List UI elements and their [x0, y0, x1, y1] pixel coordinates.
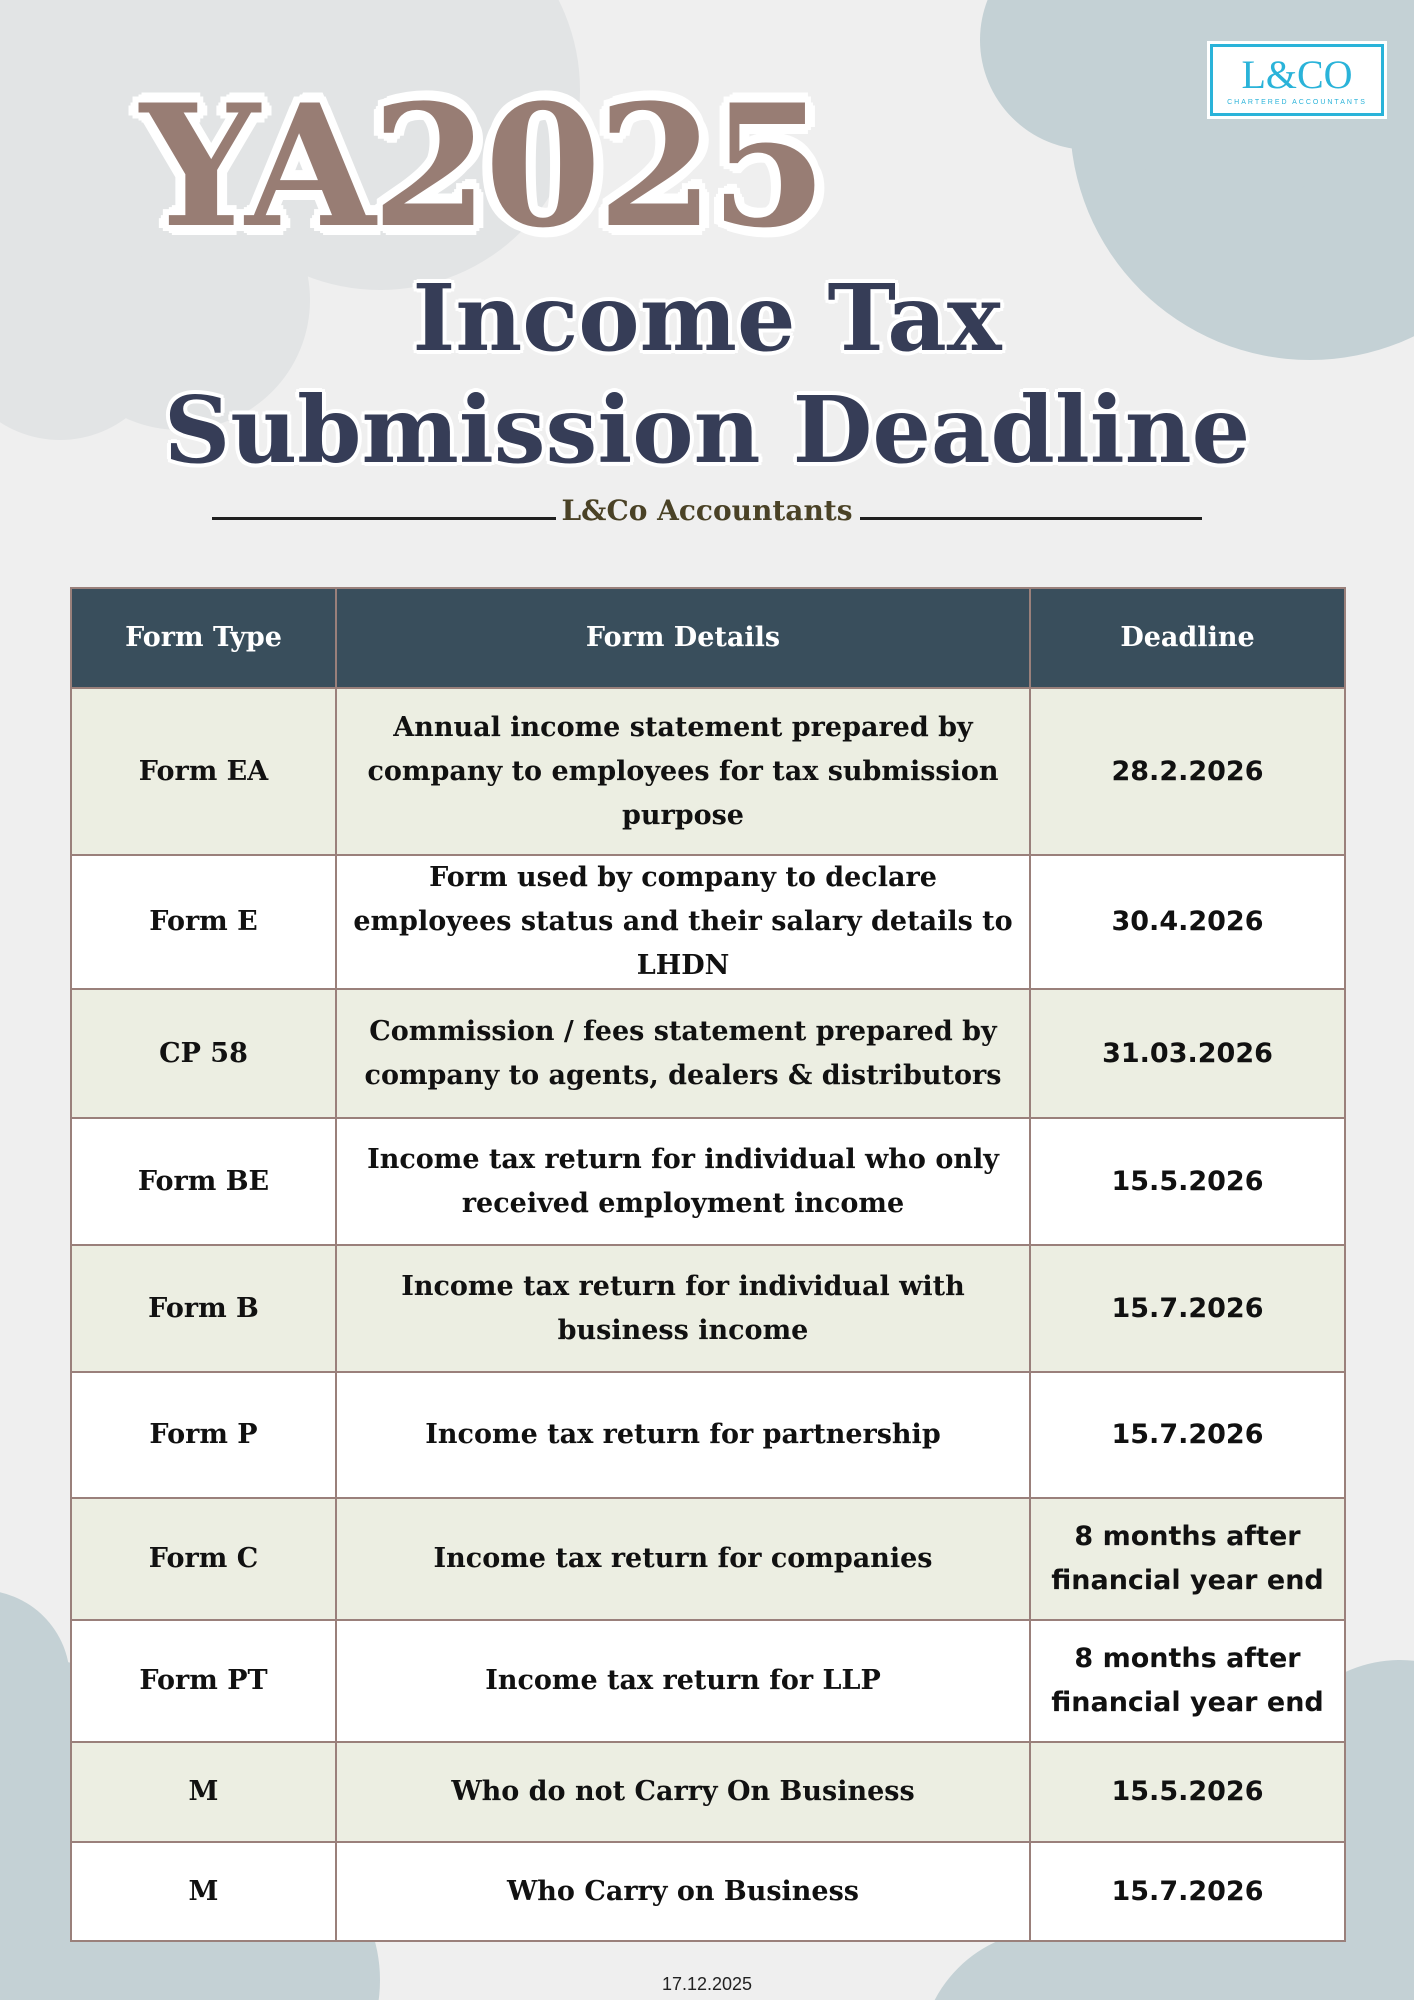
form-details-cell: Income tax return for partnership [336, 1372, 1030, 1498]
form-details-cell: Income tax return for companies [336, 1498, 1030, 1620]
deadline-cell: 8 months after financial year end [1030, 1498, 1345, 1620]
company-logo [1210, 44, 1384, 116]
form-type-cell: CP 58 [71, 989, 336, 1118]
form-details-cell: Form used by company to declare employees status and their salary details to LHDN [336, 855, 1030, 989]
deadline-cell: 15.5.2026 [1030, 1118, 1345, 1245]
column-header-form-details: Form Details [336, 588, 1030, 688]
deadline-table [70, 587, 1346, 1942]
deadline-cell: 28.2.2026 [1030, 688, 1345, 855]
form-type-cell: Form PT [71, 1620, 336, 1742]
form-type-cell: M [71, 1842, 336, 1941]
page-title [0, 262, 1414, 486]
deadline-cell: 15.5.2026 [1030, 1742, 1345, 1842]
form-details-cell: Who do not Carry On Business [336, 1742, 1030, 1842]
year-label: YA2025 [140, 67, 824, 265]
deadline-cell: 15.7.2026 [1030, 1842, 1345, 1941]
form-type-cell: Form E [71, 855, 336, 989]
deadline-cell: 30.4.2026 [1030, 855, 1345, 989]
table-row [71, 1620, 1345, 1742]
table-row [71, 1742, 1345, 1842]
table-row [71, 1842, 1345, 1941]
column-header-deadline: Deadline [1030, 588, 1345, 688]
title-line-1: Income Tax [412, 264, 1002, 372]
form-type-cell: Form BE [71, 1118, 336, 1245]
table-row [71, 1118, 1345, 1245]
subtitle: L&Co Accountants [561, 494, 853, 527]
title-line-2: Submission Deadline [163, 376, 1251, 484]
deadline-cell: 15.7.2026 [1030, 1372, 1345, 1498]
form-details-cell: Income tax return for LLP [336, 1620, 1030, 1742]
table-row [71, 1498, 1345, 1620]
deadline-cell: 15.7.2026 [1030, 1245, 1345, 1372]
table-row [71, 688, 1345, 855]
form-details-cell: Income tax return for individual with business income [336, 1245, 1030, 1372]
logo-tagline: CHARTERED ACCOUNTANTS [1227, 99, 1367, 106]
form-type-cell: M [71, 1742, 336, 1842]
form-type-cell: Form EA [71, 688, 336, 855]
table-row [71, 1245, 1345, 1372]
footer-date: 17.12.2025 [661, 1974, 753, 1994]
table-row [71, 989, 1345, 1118]
form-details-cell: Annual income statement prepared by company to employees for tax submission purpose [336, 688, 1030, 855]
column-header-form-type: Form Type [71, 588, 336, 688]
deadline-cell: 8 months after financial year end [1030, 1620, 1345, 1742]
form-details-cell: Income tax return for individual who only received employment income [336, 1118, 1030, 1245]
form-details-cell: Commission / fees statement prepared by company to agents, dealers & distributors [336, 989, 1030, 1118]
table-row [71, 1372, 1345, 1498]
table-header-row [71, 588, 1345, 688]
form-type-cell: Form B [71, 1245, 336, 1372]
logo-wordmark: L&CO [1241, 52, 1353, 97]
form-type-cell: Form P [71, 1372, 336, 1498]
form-type-cell: Form C [71, 1498, 336, 1620]
deadline-cell: 31.03.2026 [1030, 989, 1345, 1118]
table-row [71, 855, 1345, 989]
form-details-cell: Who Carry on Business [336, 1842, 1030, 1941]
